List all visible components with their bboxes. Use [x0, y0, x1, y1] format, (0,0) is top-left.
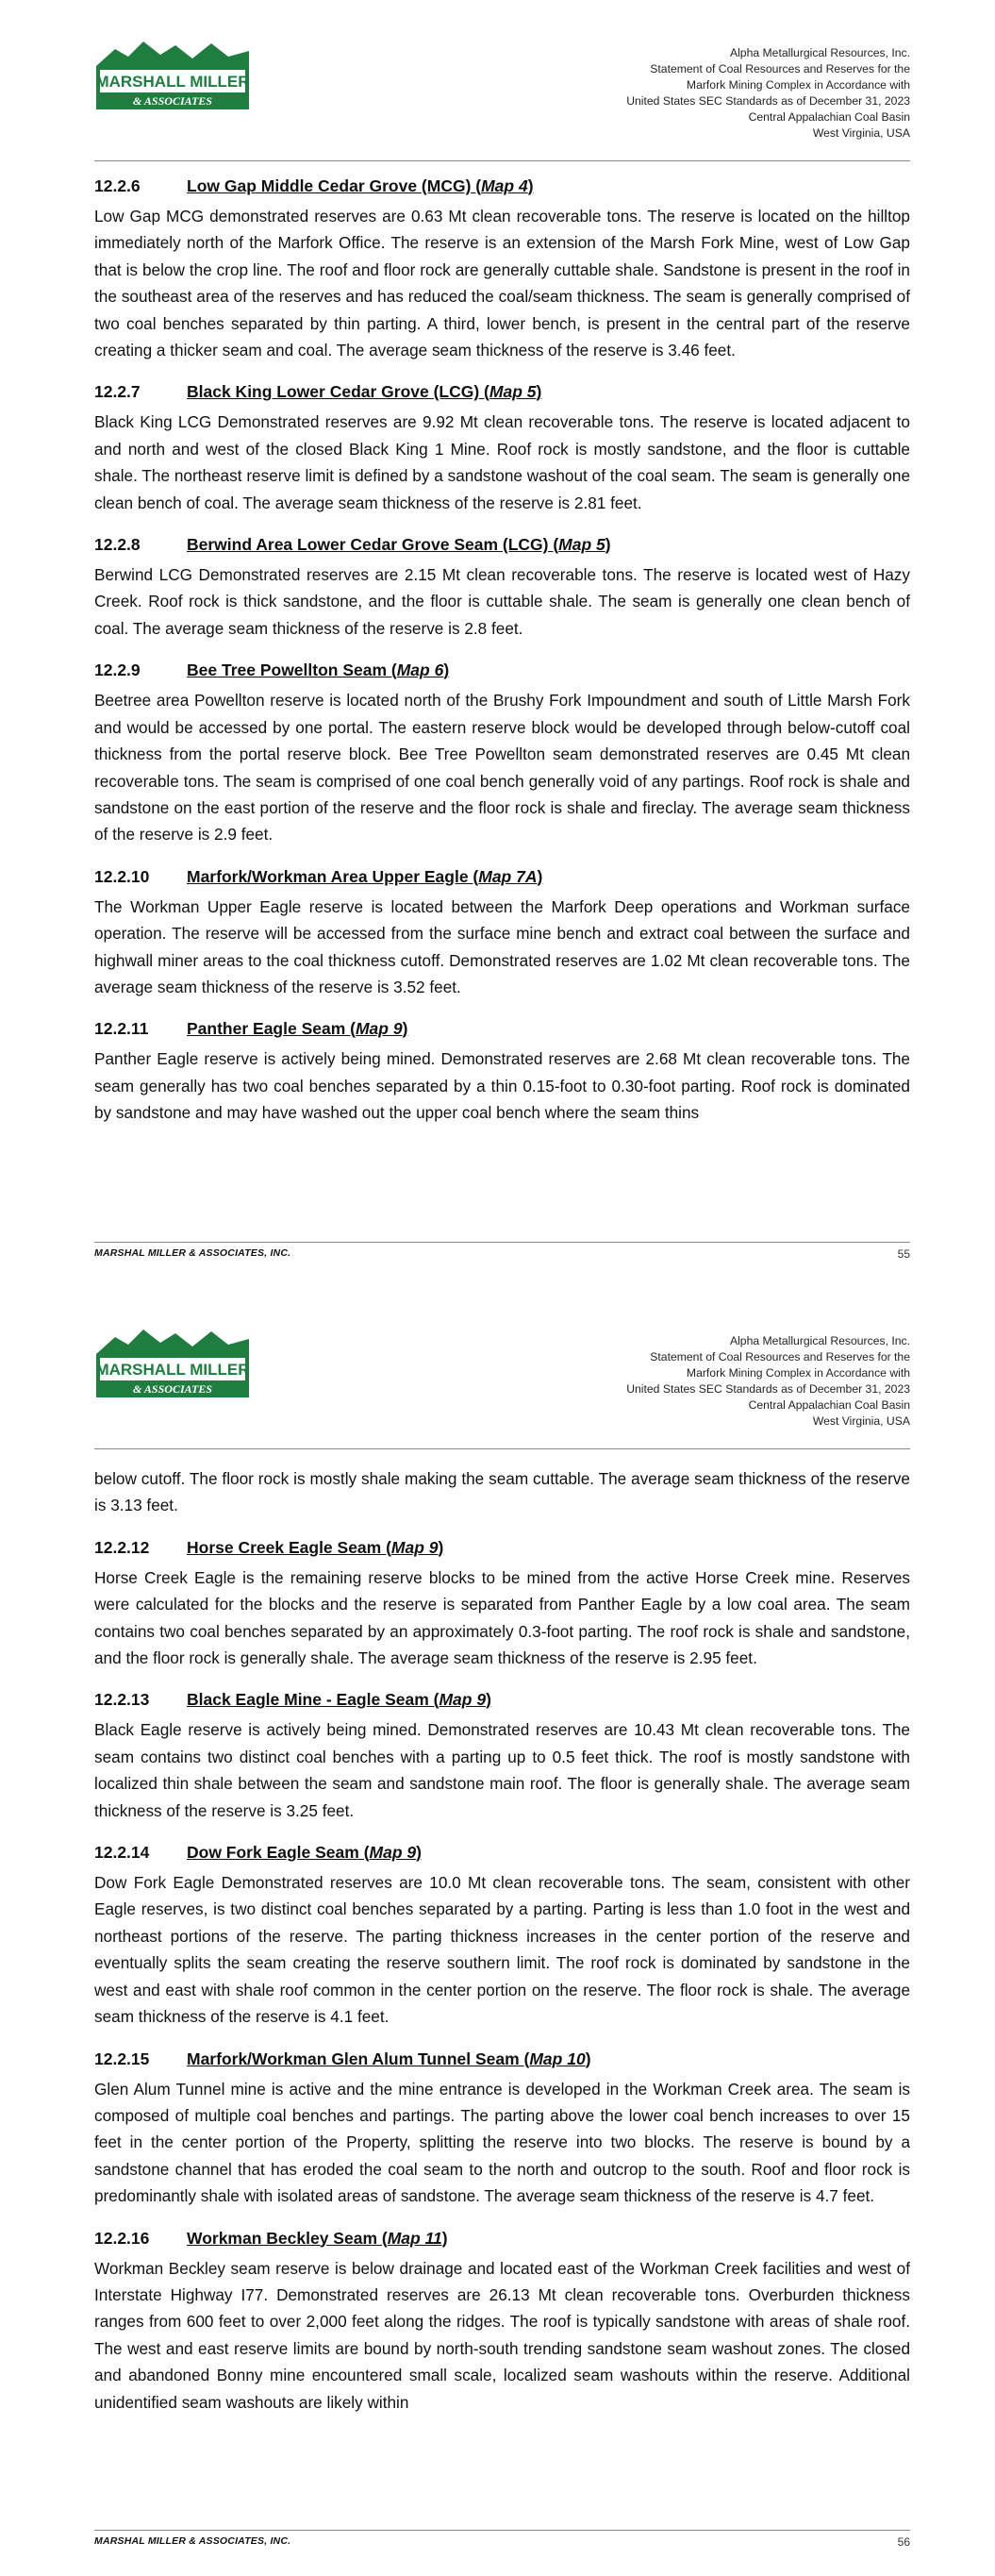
section-paragraph: Beetree area Powellton reserve is located north of the Brushy Fork Impoundment and south of Little Marsh Fork and would be accessed by one portal. The eastern reserve block would be developed through below-cutoff coal thickness from the portal reserve block. Bee Tree Powellton seam demonstrated reserves are 0.45 Mt clean recoverable tons. The seam is comprised of one coal bench generally void of any partings. Roof rock is shale and sandstone on the east portion of the reserve and the floor rock is shale and fireclay. The average seam thickness of the reserve is 2.9 feet.	[94, 691, 910, 845]
header-divider	[94, 160, 910, 161]
footer-divider	[94, 1242, 910, 1243]
section-heading: 12.2.13 Black Eagle Mine - Eagle Seam (Map 9)	[94, 1690, 491, 1710]
page-number: 55	[897, 1247, 910, 1261]
section-heading: 12.2.7 Black King Lower Cedar Grove (LCG) (Map 5)	[94, 382, 542, 402]
section-12-2-9	[94, 659, 910, 847]
header-line: West Virginia, USA	[812, 126, 910, 140]
section-12-2-16	[94, 2227, 910, 2416]
section-12-2-13	[94, 1688, 910, 1824]
svg-text:& ASSOCIATES: & ASSOCIATES	[133, 94, 212, 108]
section-12-2-7	[94, 380, 910, 516]
header-divider	[94, 1448, 910, 1449]
section-paragraph: Horse Creek Eagle is the remaining reserve blocks to be mined from the active Horse Creek mine. Reserves were calculated for the blocks and the reserve is separated from Panther Eagle by a low coal area. The seam contains two coal benches separated by an approximately 0.3-foot parting. The roof rock is shale and sandstone, and the floor rock is generally shale. The average seam thickness of the reserve is 2.95 feet.	[94, 1567, 910, 1668]
section-heading: 12.2.8 Berwind Area Lower Cedar Grove Seam (LCG) (Map 5)	[94, 535, 611, 555]
continuation-paragraph: below cutoff. The floor rock is mostly shale making the seam cuttable. The average seam thickness of the reserve is 3.13 feet.	[94, 1469, 910, 1515]
section-heading: 12.2.15 Marfork/Workman Glen Alum Tunnel Seam (Map 10)	[94, 2049, 591, 2068]
section-12-2-8	[94, 533, 910, 642]
section-12-2-10	[94, 865, 910, 1001]
section-paragraph: The Workman Upper Eagle reserve is located between the Marfork Deep operations and Workman surface operation. The reserve will be accessed from the surface mine bench and extract coal between the surface and highwall miner areas to the coal thickness cutoff. Demonstrated reserves are 1.02 Mt clean recoverable tons. The average seam thickness of the reserve is 3.52 feet.	[94, 896, 910, 996]
header-info	[495, 45, 910, 142]
section-paragraph: Black Eagle reserve is actively being mined. Demonstrated reserves are 10.43 Mt clean recoverable tons. The seam contains two distinct coal benches with a parting up to 0.5 feet thick. The roof is mostly sandstone with localized thin shale between the seam and sandstone main roof. The floor is generally shale. The average seam thickness of the reserve is 3.25 feet.	[94, 1720, 910, 1820]
page-content	[94, 1465, 910, 2433]
page-56	[0, 1288, 995, 2576]
marshall-miller-logo	[94, 1326, 251, 1401]
header-line: United States SEC Standards as of December 31, 2023	[626, 94, 910, 108]
section-heading: 12.2.9 Bee Tree Powellton Seam (Map 6)	[94, 661, 450, 680]
section-heading: 12.2.10 Marfork/Workman Area Upper Eagle (Map 7A)	[94, 866, 543, 886]
section-heading: 12.2.6 Low Gap Middle Cedar Grove (MCG) (Map 4)	[94, 176, 534, 195]
marshall-miller-logo	[94, 38, 251, 113]
section-paragraph: Glen Alum Tunnel mine is active and the mine entrance is developed in the Workman Creek area. The seam is composed of multiple coal benches and partings. The parting above the lower coal bench increases to over 15 feet in the center portion of the Property, splitting the reserve into two blocks. The reserve is bound by a sandstone channel that has eroded the coal seam to the north and outcrop to the south. Roof and floor rock is predominantly shale with isolated areas of sandstone. The average seam thickness of the reserve is 4.7 feet.	[94, 2079, 910, 2206]
svg-text:MARSHALL MILLER: MARSHALL MILLER	[95, 1361, 250, 1379]
section-paragraph: Panther Eagle reserve is actively being mined. Demonstrated reserves are 2.68 Mt clean recoverable tons. The seam generally has two coal benches separated by a thin 0.15-foot to 0.30-foot parting. Roof rock is dominated by sandstone and may have washed out the upper coal bench where the seam thins	[94, 1049, 910, 1123]
header-line: Marfork Mining Complex in Accordance with	[686, 78, 910, 92]
page-number: 56	[897, 2535, 910, 2549]
section-paragraph: Low Gap MCG demonstrated reserves are 0.63 Mt clean recoverable tons. The reserve is located on the hilltop immediately north of the Marfork Office. The reserve is an extension of the Marsh Fork Mine, west of Low Gap that is below the crop line. The roof and floor rock are generally cuttable shale. Sandstone is present in the roof in the southeast area of the reserves and has reduced the coal/seam thickness. The seam is generally comprised of two coal benches separated by thin parting. A third, lower bench, is present in the central part of the reserve creating a thicker seam and coal. The average seam thickness of the reserve is 3.46 feet.	[94, 207, 910, 360]
svg-text:& ASSOCIATES: & ASSOCIATES	[133, 1382, 212, 1396]
page-content	[94, 175, 910, 1144]
footer-company: MARSHAL MILLER & ASSOCIATES, INC.	[94, 2535, 291, 2547]
section-heading: 12.2.14 Dow Fork Eagle Seam (Map 9)	[94, 1843, 422, 1863]
section-paragraph: Workman Beckley seam reserve is below drainage and located east of the Workman Creek facilities and west of Interstate Highway I77. Demonstrated reserves are 26.13 Mt clean recoverable tons. Overburden thickness ranges from 600 feet to over 2,000 feet along the ridges. The roof is typically sandstone with areas of shale roof. The west and east reserve limits are bound by north-south trending sandstone seam washout zones. The closed and abandoned Bonny mine encountered small scale, localized seam washouts within the reserve. Additional unidentified seam washouts are likely within	[94, 2258, 910, 2412]
section-heading: 12.2.16 Workman Beckley Seam (Map 11)	[94, 2228, 448, 2248]
header-line: Statement of Coal Resources and Reserves for the	[650, 62, 910, 75]
header-line: Alpha Metallurgical Resources, Inc.	[729, 1334, 910, 1347]
header-line: United States SEC Standards as of December 31, 2023	[626, 1382, 910, 1396]
header-line: Central Appalachian Coal Basin	[748, 1398, 910, 1412]
section-12-2-14	[94, 1841, 910, 2030]
section-12-2-15	[94, 2048, 910, 2210]
header-line: Central Appalachian Coal Basin	[748, 110, 910, 124]
section-12-2-6	[94, 175, 910, 363]
header-line: West Virginia, USA	[812, 1414, 910, 1428]
section-paragraph: Black King LCG Demonstrated reserves are 9.92 Mt clean recoverable tons. The reserve is located adjacent to and north and west of the closed Black King 1 Mine. Roof rock is mostly sandstone, and the floor is cuttable shale. The northeast reserve limit is defined by a sandstone washout of the coal seam. The seam is generally one clean bench of coal. The average seam thickness of the reserve is 2.81 feet.	[94, 412, 910, 512]
header-line: Marfork Mining Complex in Accordance with	[686, 1366, 910, 1380]
section-12-2-12	[94, 1536, 910, 1672]
header-line: Statement of Coal Resources and Reserves for the	[650, 1350, 910, 1363]
header-info	[495, 1333, 910, 1430]
section-paragraph: Dow Fork Eagle Demonstrated reserves are 10.0 Mt clean recoverable tons. The seam, consistent with other Eagle reserves, is two distinct coal benches separated by a parting. Parting is less than 1.0 foot in the west and northeast portions of the reserve. The parting thickness increases in the center portion of the reserve and eventually splits the seam creating the reserve southern limit. The roof rock is dominated by sandstone in the west and east with shale roof common in the center portion on the reserve. The floor rock is shale. The average seam thickness of the reserve is 4.1 feet.	[94, 1873, 910, 2027]
header-line: Alpha Metallurgical Resources, Inc.	[729, 46, 910, 59]
footer-divider	[94, 2530, 910, 2531]
footer-company: MARSHAL MILLER & ASSOCIATES, INC.	[94, 1247, 291, 1259]
section-12-2-11	[94, 1017, 910, 1126]
section-paragraph: Berwind LCG Demonstrated reserves are 2.15 Mt clean recoverable tons. The reserve is located west of Hazy Creek. Roof rock is thick sandstone, and the floor is cuttable shale. The seam is generally one clean bench of coal. The average seam thickness of the reserve is 2.8 feet.	[94, 565, 910, 638]
section-heading: 12.2.12 Horse Creek Eagle Seam (Map 9)	[94, 1537, 444, 1557]
section-heading: 12.2.11 Panther Eagle Seam (Map 9)	[94, 1019, 408, 1039]
svg-text:MARSHALL MILLER: MARSHALL MILLER	[95, 73, 250, 91]
